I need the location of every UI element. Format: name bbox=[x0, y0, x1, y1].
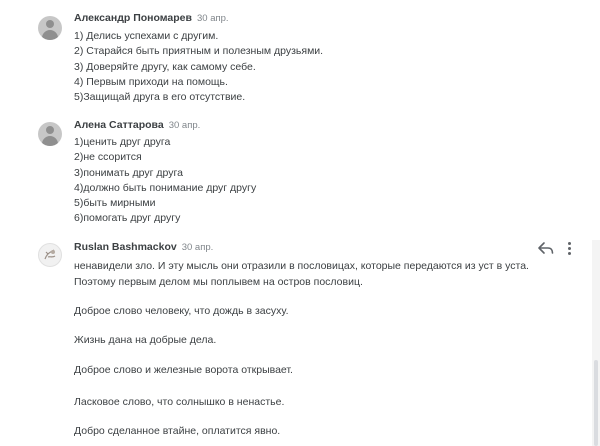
comment-line: 2)не ссорится bbox=[74, 151, 142, 164]
comment-body bbox=[74, 259, 529, 290]
comment-line: 4)должно быть понимание друг другу bbox=[74, 181, 257, 194]
comment-line: 5)Защищай друга в его отсутствие. bbox=[74, 91, 246, 104]
comment-body bbox=[74, 29, 323, 105]
comment-header bbox=[74, 118, 200, 133]
comment-author[interactable]: Алена Саттарова bbox=[74, 119, 164, 131]
person-icon-body bbox=[42, 30, 58, 40]
comment-line: 3) Доверяйте другу, как самому себе. bbox=[74, 60, 256, 73]
comment-header bbox=[74, 11, 229, 26]
comment-line: Поэтому первым делом мы поплывем на остров пословиц. bbox=[74, 275, 363, 288]
comment-line: 6)помогать друг другу bbox=[74, 212, 181, 225]
comment-line: 1) Делись успехами с другим. bbox=[74, 30, 219, 42]
avatar[interactable] bbox=[38, 243, 62, 267]
person-icon-body bbox=[42, 136, 58, 146]
avatar-photo-icon bbox=[39, 244, 61, 266]
comment-body bbox=[74, 135, 256, 227]
proverb-line: Добро сделанное втайне, оплатится явно. bbox=[74, 425, 281, 437]
comment-line: 2) Старайся быть приятным и полезным друзьями. bbox=[74, 45, 324, 58]
proverb-line: Жизнь дана на добрые дела. bbox=[74, 334, 217, 346]
comment-date: 30 апр. bbox=[168, 120, 201, 131]
comment-header bbox=[74, 240, 213, 255]
proverb-line: Доброе слово человеку, что дождь в засуху. bbox=[74, 305, 289, 317]
comment-line: 4) Первым приходи на помощь. bbox=[74, 75, 228, 88]
comment-author[interactable]: Ruslan Bashmackov bbox=[74, 241, 177, 253]
proverb-line: Ласковое слово, что солнышко в ненастье. bbox=[74, 396, 285, 408]
comment-author[interactable]: Александр Пономарев bbox=[74, 12, 192, 24]
reply-icon[interactable] bbox=[537, 240, 555, 256]
avatar[interactable] bbox=[38, 16, 62, 40]
comment-line: 1)ценить друг друга bbox=[74, 136, 171, 148]
person-icon bbox=[46, 126, 54, 134]
more-vert-icon[interactable] bbox=[564, 240, 574, 256]
proverb-line: Доброе слово и железные ворота открывает. bbox=[74, 364, 293, 376]
comment-line: ненавидели зло. И эту мысль они отразили в пословицах, которые передаются из уст в уста. bbox=[74, 260, 529, 272]
avatar[interactable] bbox=[38, 122, 62, 146]
comment-date: 30 апр. bbox=[181, 242, 214, 253]
scrollbar-thumb[interactable] bbox=[594, 360, 598, 446]
comment-line: 3)понимать друг друга bbox=[74, 166, 183, 179]
comment-date: 30 апр. bbox=[196, 13, 229, 24]
comment-line: 5)быть мирными bbox=[74, 197, 156, 210]
person-icon bbox=[46, 20, 54, 28]
